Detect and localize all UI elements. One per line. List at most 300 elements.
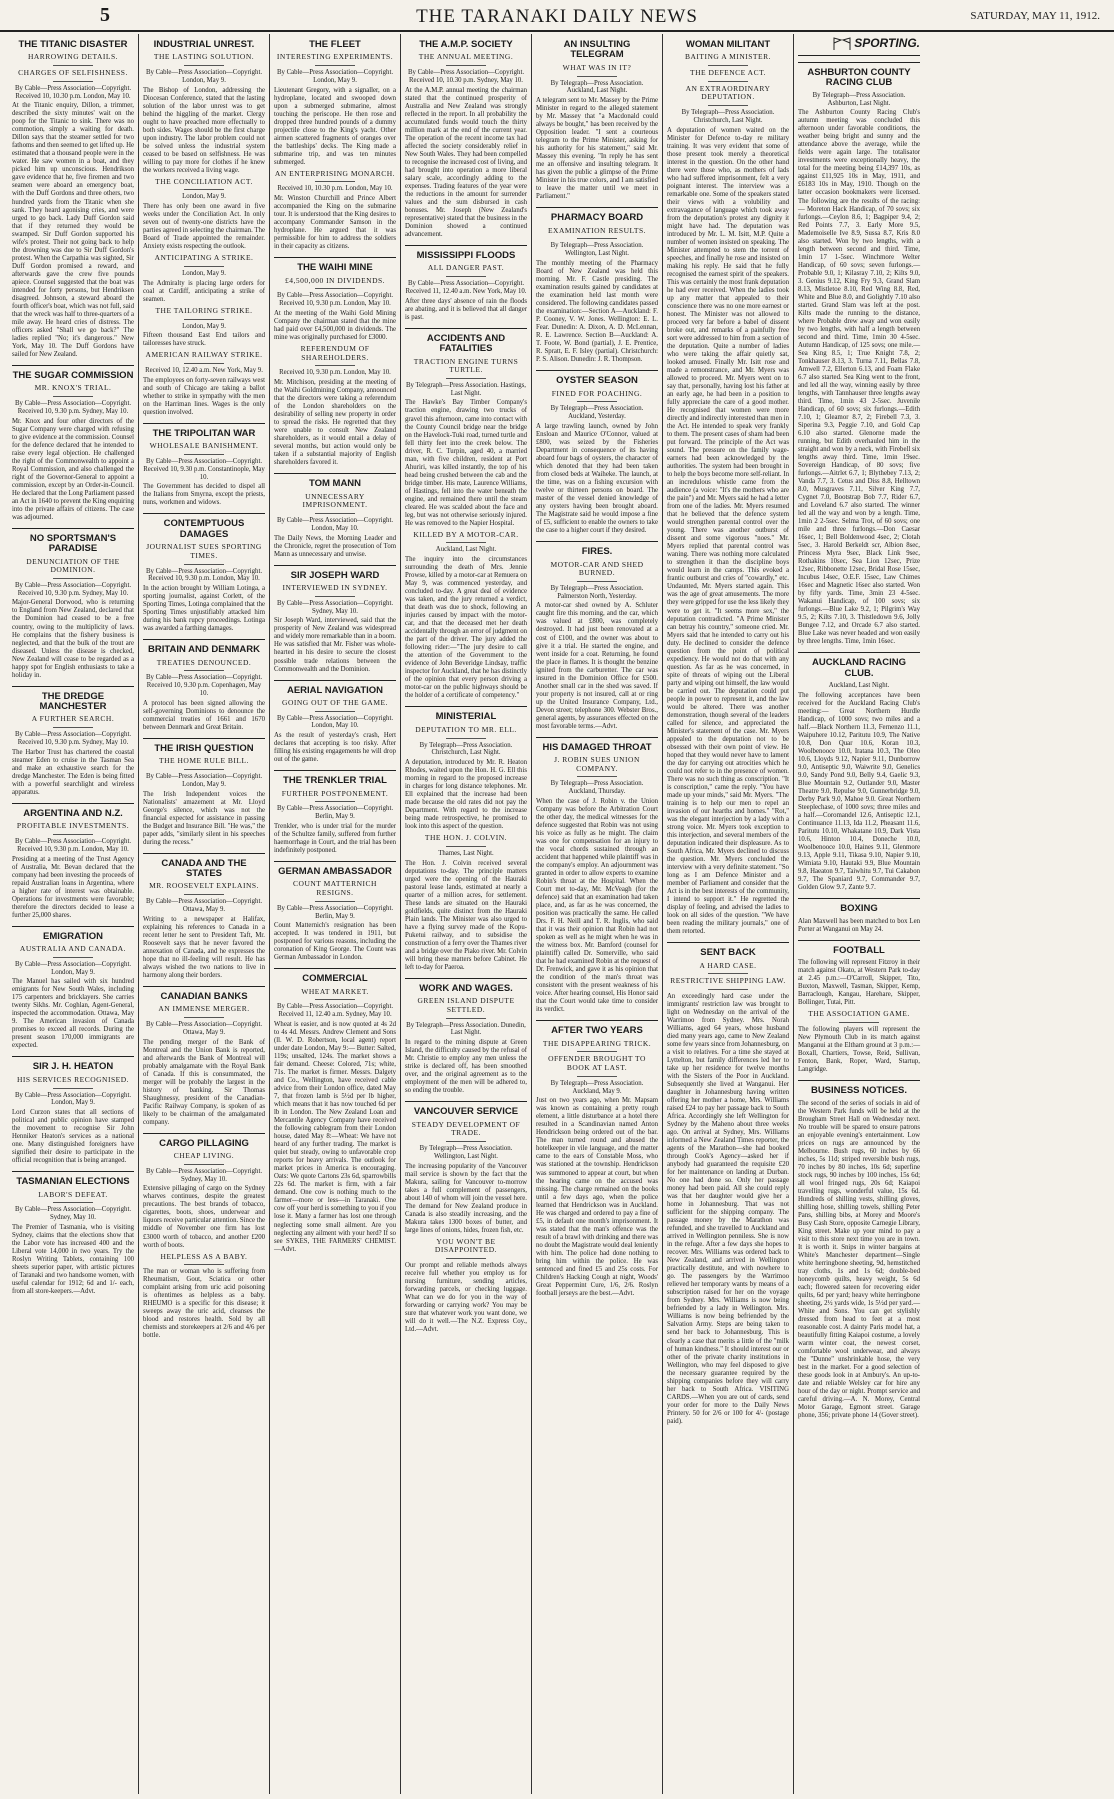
article-headline: SENT BACK	[667, 942, 789, 958]
article-headline: ARGENTINA AND N.Z.	[12, 803, 134, 819]
article	[405, 531, 527, 701]
divider	[184, 189, 224, 190]
article-subhead: DEPUTATION TO MR. ELL.	[415, 724, 517, 734]
divider	[577, 1051, 617, 1052]
article	[143, 351, 265, 417]
article-dateline: By Cable—Press Association—Copyright. Received 10, 10.30 p.m. Sydney, May 10.	[407, 69, 525, 84]
article-headline: CARGO PILLAGING	[143, 1133, 265, 1149]
newspaper-title: THE TARANAKI DAILY NEWS	[416, 6, 698, 27]
article-dateline: By Cable—Press Association—Copyright. London, May 10.	[276, 517, 394, 532]
article	[798, 1080, 920, 1420]
divider	[315, 999, 355, 1000]
article	[798, 62, 920, 647]
column-4	[401, 34, 532, 1794]
divider	[184, 564, 224, 565]
article-subhead: INTERVIEWED IN SYDNEY.	[282, 583, 388, 593]
divider	[577, 581, 617, 582]
article-subhead: ANTICIPATING A STRIKE.	[154, 253, 254, 263]
article-dateline: By Cable—Press Association—Copyright. Received 10, 9.30 p.m. Sydney, May 10.	[14, 581, 132, 597]
article-body: Extensive pillaging of cargo on the Sydney wharves continues, despite the greatest precautions. The best brands of tobacco, cigarettes, boots, shoes, underwear and liquors receive particular attention. Since the middle of November one firm has lost £3000 worth of tobacco, and another £200 worth of boots.	[143, 1185, 265, 1249]
article-body: Alan Maxwell has been matched to box Len Porter at Wanganui on May 24.	[798, 917, 920, 933]
article-body: A telegram sent to Mr. Massey by the Prime Minister in regard to the alleged statement by Mr. Massey that "a Macdonald could always be bought," has been received by the Opposition leader. "I sent a courteous telegram to the Prime Minister, asking for his authority for his statement," said Mr. Massey this evening. "In reply he has sent me an offensive and insulting telegram. It has given the public a glimpse of the Prime Minister in his true colors, and I am satisfied to leave the matter until we meet in Parliament."	[536, 97, 658, 201]
article-headline: WORK AND WAGES.	[405, 978, 527, 994]
article-body: The pending merger of the Bank of Montreal and the Union Bank is reported, and afterwards the Bank of Montreal will probably amalgamate with the Royal Bank of Canada. If this is consummated, the merger will be probably the largest in the history of banking. Sir Thomas Shaughnessy, president of the Canadian-Pacific Railway Company, is spoken of as likely to be chairman of the amalgamated company.	[143, 1038, 265, 1126]
article-headline: MISSISSIPPI FLOODS	[405, 245, 527, 261]
article-headline: HIS DAMAGED THROAT	[536, 737, 658, 753]
article-headline: THE DREDGE MANCHESTER	[12, 686, 134, 713]
article-body: The Hawke's Bay Timber Company's traction engine, drawing two trucks of gravel this afternoon, came into contact with the County Council bridge near the bridge on the Havelock-Tuki road, turned turtle and fell thirty feet into the creek below. The driver, R. C. Turpin, aged 40, a married man, with five children, resident at Port Ahuriri, was killed instantly, the top of his head being crushed between the cab and the bridge timber. His mate, Laurence Williams, of Hastings, fell into the water beneath the engine, and remained there until the steam cleared. He was scalded about the face and leg, but was not otherwise seriously injured. He was removed to the Napier Hospital.	[405, 399, 527, 527]
article	[274, 680, 396, 765]
article-subhead: WHOLESALE BANISHMENT.	[149, 441, 259, 451]
article-body: A deputation of women waited on the Minister for Defence to-day re military training. It was very evident that some of those present took merely a theoretical interest in the question. On the other hand there were those who, as mothers of lads who had suffered imprisonment, felt a very poignant interest. The interview was a remarkable one. Some of the speakers stated their views with a volubility and extravagance of language which took away from the deputation's protest any dignity it might have had. The deputation was introduced by Mr. L. M. Isitt, M.P. Quite a number of women insisted on speaking. The Minister attempted to stem the torrent of speeches, and finally he rose and insisted on making his reply. He said that he fully recognised the earnest spirit of the speakers. This was certainly the most frank deputation he had ever received. When the ladies took up any matter that appealed to their conscience there was no one more earnest or honest. The Minister was not allowed to proceed very far before a babel of dissent broke out, and remarks of a painfully free sort were addressed to him from a section of the deputation. Quite a number of ladies who were taking the affair quietly sat, looked amused. Finally Mr. Isitt rose and made a remonstrance, and Mr. Myers was allowed to proceed. Mr. Myers went on to say that, personally, having lost his father at an early age, he had been in a position to fully appreciate the care of a good mother. He recognised that women were more directly and indirectly interested than men in the Act. He intended to speak very frankly to them. The present cases of sham had been put forward. The principle of the Act was sound. The pressure on the family wage-earners had been acknowledged by the authorities. The system had been brought in to help the boys become more self-reliant. In an incredulous whistle came from the audience (a voice: "It's the mothers who are the pain") and Mr. Myers said he had a letter from one of the ladies. Mr. Myers resumed that he believed that the defence system would strengthen parental control over the young. There was another outburst of dissent and some vigorous "noes." Mr. Myers replied that parental control was waning. There was nothing more calculated to strengthen it than the discipline boys would learn in the camps. This evoked a frantic outburst and cries of "cowardly," etc. Undaunted, Mr. Myers started again. This was the age of great amusements. The more they were gripped for use the less likely they were to get it. "It seems more sex," the deputation contradicted. "A Prime Minister can betray his country," someone cried. Mr. Myers said that he intended to carry out his duty. He declined to consider the defence question from the point of political expediency. He would not do that with any question. As far as he was concerned, in spite of threats of wiping out the Liberal party and wiping out himself, the law would be carried out. The deputation could put people in power to represent it, and the law would be altered. There was another demonstration, though several of the leaders called for silence, and appreciated the Minister's statement of the case. Mr. Myers appealed to the deputation not to be obsessed with their own point of view. He hoped that they would never have to lament the day for carrying out atrocities which he could not refer to in the presence of women. There was no such thing as conscription. "It is conscription," came the reply. "You have made up your minds," said Mr. Myers. "The training is to help our men to repel an invasion of our hearths and homes." "Rot," was the elegant interjection by a lady with a strong voice. Mr. Myers took exception to this interjection, and several members of the deputation indicated their displeasure. As to South Africa, Mr. Myers declined to discuss the question. Mr. Myers concluded the interview with a very definite statement. "So long as I am Defence Minister and a member of Parliament and consider that the Act is in the best interests of the community, I intend to support it." He regretted the display of feeling, and advised the ladies to look on all sides of the question. "We have been reading the military journals," one of them retorted.	[667, 126, 789, 936]
article-headline: VANCOUVER SERVICE	[405, 1101, 527, 1117]
article-headline: SIR J. H. HEATON	[12, 1056, 134, 1072]
article-body: When the case of J. Robin v. the Union Company was before the Arbitration Court the other day, the medical witnesses for the defence suggested that Robin was not using his voice as fully as he might. The claim was one for compensation for an injury to the vocal chords sustained through an accident that happened while plaintiff was in the company's employ. An adjournment was granted in order to allow experts to examine Robin's throat at the Hospital. When the Court met to-day, Mr. McVeagh (for the defence) said that an examination had taken place, and, as far as he was concerned, the position was practically the same. He called Drs. F. H. Neill and T. R. Inglis, who said that it was their opinion that Robin had not spoken as well as he might when he was in the witness box. Mr. Bamford (counsel for plaintiff) called Dr. Somerville, who said that he had examined Robin at the request of Dr. Frenwick, and gave it as his opinion that the condition of the man's throat was consistent with the present weakness of his voice. After hearing counsel, His Honor said that the Court would take time to consider its verdict.	[536, 798, 658, 1014]
article-headline: NO SPORTSMAN'S PARADISE	[12, 528, 134, 555]
article	[143, 853, 265, 980]
article-body: At the A.M.P. annual meeting the chairman stated that the continued prosperity of Australia and New Zealand was strongly reflected in the report. In all probability the accumulated funds would touch the thirty million mark at the end of the current year. The operation of the recent income tax had affected the society considerably relief in New South Wales. They had been compelled to recognise the increased cost of living, and had brought into operation a more liberal salary scale, accordingly adding to the expenses. Trading features of the year were the reductions in the amount for surrender values and the sum disbursed in cash bonuses. Mr. Joseph (New Zealand's representative) stated that the business in the Dominion showed a continued advancement.	[405, 86, 527, 238]
article-body: The Premier of Tasmania, who is visiting Sydney, claims that the elections show that the Labor vote has increased 400 and the Liberal vote 14,000 in two years. Try the Roslyn Writing Tablets, containing 100 sheets superior paper, with artistic pictures of Taranaki and two handsome women, with useful calendar for 1912; 6d and 1/- each, from all store-keepers.—Advt.	[12, 1223, 134, 1296]
article-subhead: WHAT WAS IN IT?	[562, 62, 632, 72]
article-subhead: STEADY DEVELOPMENT OF TRADE.	[411, 1119, 521, 1138]
article-body: The Irish Independent voices the Nationalists' amazement at Mr. Lloyd George's silence, which was not the financial expected for assistance in passing the Budget and Insurance Bill. "He was," the paper adds, "similarly silent in his speeches during the recess."	[143, 790, 266, 846]
article-body: Major-General Dorwood, who is returning to England from New Zealand, declared that the Dominion had ceased to be a free country, owing to the multiplicity of laws. He complains that the fishery business is neglected, and that the bulk of the trout are diseased. Unless the disease is checked, New Zealand will cease to be regarded as a happy spot for English enthusiasts to take a holiday in.	[12, 599, 134, 679]
divider	[446, 378, 486, 379]
divider	[184, 1017, 224, 1018]
article	[274, 968, 396, 1253]
article-dateline: By Cable—Press Association—Copyright. Received 10, 9.30 p.m. Constantinople, May 10.	[143, 457, 265, 481]
divider	[315, 181, 355, 182]
article-headline: AFTER TWO YEARS	[536, 1020, 658, 1036]
article-subhead: AN ENTERPRISING MONARCH.	[274, 168, 396, 178]
article	[143, 423, 265, 508]
article	[798, 898, 920, 933]
article-headline: BRITAIN AND DENMARK	[143, 639, 265, 655]
article-subhead: DENUNCIATION OF THE DOMINION.	[26, 556, 120, 575]
article-headline: INDUSTRIAL UNREST.	[153, 39, 255, 50]
article	[405, 834, 527, 972]
article-body: A deputation, introduced by Mr. R. Heaton Rhodes, waited upon the Hon. H. G. Ell this morning in regard to the proposed increase in charges for long distance telephones. Mr. Ell explained that the increase had been made because the old rates did not pay the Department. With regard to the increase being made retrospective, he promised to look into this aspect of the question.	[405, 759, 527, 831]
article	[274, 861, 396, 962]
column-1	[8, 34, 139, 1794]
article-dateline: By Cable—Press Association—Copyright. London, May 10.	[276, 714, 394, 730]
article-body: The Government has decided to dispel all the Italians from Smyrna, except the priests, nuns, workmen and widows.	[143, 483, 265, 507]
article-headline: FIRES.	[536, 541, 658, 557]
article-dateline: Received 10, 9.30 p.m. London, May 10.	[279, 369, 391, 377]
article-body: The Bishop of London, addressing the Diocesan Conference, stated that the lasting solution of the labor unrest was to get behind the higgling of the market. Clergy ought to have preached more effectually to both sides. Wages should be the first charge upon industry. The labor problem could not be solved unless the industrial system ceased to be based on selfishness. He was willing to pay more for clothes if he knew the workers received a living wage.	[143, 86, 265, 174]
article	[12, 528, 134, 680]
article-dateline: By Telegraph—Press Association. Hastings, Last Night.	[405, 381, 527, 397]
article-dateline: Received 10, 10.30 p.m. London, May 10.	[277, 185, 393, 193]
article-subhead: J. ROBIN SUES UNION COMPANY.	[554, 755, 640, 773]
divider	[446, 1141, 486, 1142]
divider	[53, 1202, 93, 1203]
article-dateline: By Cable—Press Association—Copyright. London, May 9.	[14, 1091, 132, 1107]
article-body: The Hon. J. Colvin received several deputations to-day. The principle matters urged were the opening of the Hauraki pastoral lease lands, estimated at nearly a quarter of a million acres, for settlement. These lands are situated on the Hauraki goldfields, quite distinct from the Hauraki Plain lands. The Minister was also urged to have a flying survey made of the Kopu-Puketui railway, and to subsidise the construction of a ferry over the Thames river and a bridge over the Piako river. Mr. Colvin will bring these matters before Cabinet. He left to-day for Paeroa.	[405, 859, 527, 971]
article-subhead: JOURNALIST SUES SPORTING TIMES.	[146, 542, 262, 560]
article-subhead: REFERENDUM OF SHAREHOLDERS.	[300, 344, 370, 362]
divider	[708, 65, 748, 66]
article	[405, 706, 527, 831]
article-dateline: By Cable—Press Association—Copyright. Received 10, 9.30 p.m. Copenhagen, May 10.	[145, 674, 263, 697]
article-headline: EMIGRATION	[12, 926, 134, 942]
divider	[184, 363, 224, 364]
article-headline: GERMAN AMBASSADOR	[274, 861, 396, 877]
divider	[446, 738, 486, 739]
article	[667, 942, 789, 1426]
article-subhead: WHEAT MARKET.	[301, 986, 369, 996]
article	[12, 1056, 134, 1165]
article-subhead: THE DEFENCE ACT.	[690, 68, 766, 78]
article	[536, 370, 658, 535]
column-6	[663, 34, 794, 1794]
article-dateline: London, May 9.	[182, 270, 226, 278]
article-subhead: MR. ROOSEVELT EXPLAINS.	[149, 881, 259, 891]
article-subhead: LABOR'S DEFEAT.	[38, 1189, 108, 1199]
divider	[577, 401, 617, 402]
article-subhead: OFFENDER BROUGHT TO BOOK AT LAST.	[548, 1054, 646, 1073]
divider	[184, 266, 224, 267]
article-dateline: By Cable—Press Association—Copyright. Received 10, 9.30 p.m. Sydney, May 10.	[14, 731, 132, 746]
article-dateline: Received 10, 12.40 a.m. New York, May 9.	[145, 366, 263, 374]
article	[798, 652, 920, 892]
article-dateline: By Cable—Press Association—Copyright. Berlin, May 9.	[276, 805, 394, 821]
article	[798, 1010, 920, 1074]
article-body: The Manuel has sailed with six hundred emigrants for New South Wales, including 175 carpenters and bricklayers. She carries twenty Sikhs. Mr. Coghlan, Agent-General, inspected the accommodation. Ottawa, May 9. The American invasion of Canada promises to exceed all records. During the present season 170,000 immigrants are expected.	[12, 978, 134, 1050]
article-body: Lieutenant Gregory, with a signaller, on a hydroplane, located and swooped down upon a submerged submarine, almost touching the periscope. He then rose and dropped three hundred pounds of a dummy projectile close to the King's yacht. Other airmen scattered fragments of oranges over the battleships' decks. The King made a submarine trip, and was ten minutes submerged.	[274, 86, 396, 166]
article-body: Trenkler, who is under trial for the murder of the Schultze family, suffered from further haemorrhage in Court, and the trial has been indefinitely postponed.	[274, 822, 396, 855]
article	[274, 770, 396, 855]
article-dateline: By Telegraph—Press Association. Auckland, Thursday.	[550, 780, 644, 796]
article-subhead: THE ASSOCIATION GAME.	[808, 1009, 910, 1019]
divider	[184, 454, 224, 455]
article	[12, 365, 134, 522]
article-subhead: HELPLESS AS A BABY.	[160, 1251, 248, 1261]
article-headline: SIR JOSEPH WARD	[274, 565, 396, 581]
article-subhead: TRACTION ENGINE TURNS TURTLE.	[413, 356, 519, 375]
divider	[184, 769, 224, 770]
article-headline: THE FLEET	[309, 39, 361, 50]
article-dateline: By Cable—Press Association—Copyright. Received 10, 9.30 p.m. Sydney, May 10.	[14, 399, 132, 415]
article	[536, 40, 658, 201]
article-body: There has only been one award in five weeks under the Conciliation Act. In only seven out of twenty-one districts have the parties agreed in selecting the chairman. The Board of Trade appointed the remainder. Anxiety exists respecting the outlook.	[143, 203, 265, 251]
article-body: The man or woman who is suffering from Rheumatism, Gout, Sciatica or other complaint arising from uric acid poisoning is oftentimes as helpless as a baby. RHEUMO is a specific for this disease; it sweeps away the uric acid, cleanses the blood and restores health. Sold by all chemists and storekeepers at 2/6 and 4/6 per bottle.	[143, 1268, 265, 1340]
article-body: The employees on forty-seven railways west and south of Chicago are taking a ballot whether to strike in sympathy with the men on the Harriman lines. Wages is the only question involved.	[143, 376, 265, 416]
article-dateline: By Telegraph—Press Association. Wellington, Last Night.	[419, 1145, 513, 1160]
article	[405, 40, 527, 239]
article-dateline: By Cable—Press Association—Copyright. Sydney, May 10.	[145, 1167, 263, 1183]
article-subhead: CHARGES OF SELFISHNESS.	[18, 68, 128, 78]
article-headline: THE WAIHI MINE	[274, 257, 396, 273]
column-7	[794, 34, 924, 1794]
article-body: Just on two years ago, when Mr. Mapsam was known as containing a pretty rough element, a little disturbance at a hotel there resulted in a Scandinavian named Anton Hendrickson being ordered out of the bar. The man turned round and abused the hotelkeeper in vile language, and the matter came to the ears of Constable Moss, who was stationed at the township. Hendrickson was summoned to appear at court, but when the hearing came on the accused was missing. The charge remained on the books until a few days ago, when the police learned that Hendrickson was in Auckland. He was charged and ordered to pay a fine of £5, in default one month's imprisonment. It was stated that the man's offence was the result of a brawl with drinking and there was no doubt the Magistrate would deal leniently with him. The police had done nothing to bring him within the police. He was sentenced and fined £5 and 25s costs. For Children's Hacking Cough at night, Woods' Great Peppermint Cure, 1/6, 2/6. Roslyn football jerseys are the best.—Advt.	[536, 1097, 658, 1297]
article-headline: ACCIDENTS AND FATALITIES	[405, 328, 527, 355]
article-dateline: By Cable—Press Association—Copyright. Received 10, 9.30 p.m. London, May 10.	[145, 567, 263, 583]
article-body: A motor-car shed owned by A. Schluter caught fire this morning, and the car, which was valued at £800, was completely destroyed. It had just been renovated at a cost of £100, and the owner was about to give it a trial. He started the engine, and went inside for a coat. Returning, he found the place in flames. It is thought the benzine ignited from the carburetter. The car was insured in the Dominion Office for £500. Another small car in the shed was saved. If your property is not insured, call at or ring up the United Insurance Company, Ltd., Devon street; telephone 300. Webster Bros., general agents, by assurances effected on the most favorable terms.—Advt.	[536, 602, 658, 730]
article-body: The following acceptances have been received for the Auckland Racing Club's meeting:— Great Northern Hurdle Handicap, of 1000 sovs; two miles and a half.—Black Northern 11.3, Fernenzo 11.1, Waipuhere 10.12, Paritutu 10.9, The Native 10.8, Don Quar 10.6, Koran 10.3, Woolbenooce 10.0, Iratana 10.3, The Oleo 10.6, Lloyds 9.12, Napier 9.11, Dunborrow 9.0, Antiseptic 9.0, Waiwrite 9.0, Genelics 9.0, Sandy Pond 9.0, Belly 9.4, Gaelic 9.3, Blue Mountain 9.2, Outlander 9.0, Master Theatre 9.0, Repulse 9.0, Gunnerbridge 9.0, Derby Park 9.0, Mahoe 9.0. Great Northern Steeplechase, of 1000 sovs; three miles and a half.—Coromandel 12.6, Antiseptic 12.1, Continuance 11.13, Ida 11.2, Pheasant 11.6, Paritutu 10.10, Whakatane 10.9, Dark Vista 10.6, Hinton 10.4, Doneche 10.0, Woolbenooce 10.0, Haines 9.11, Glenmore 9.13, Apple 9.11, Tikasa 9.10, Napier 9.10, Wimiata 9.10, Hautaki 9.9, Blue Mountain 9.8, Haeaton 9.7, Taiwhitu 9.7, Tui Cakabon 9.7, The Spaniard 9.7, Commander 9.7, Golden Glow 9.7, Zante 9.7.	[798, 692, 920, 892]
article-headline: FOOTBALL	[798, 940, 920, 956]
divider	[315, 901, 355, 902]
article-dateline: By Telegraph—Press Association. Auckland, Yesterday.	[550, 405, 644, 421]
article-headline: BOXING	[798, 898, 920, 914]
divider	[577, 76, 617, 77]
divider	[446, 846, 486, 847]
article-body: Mr. Mitchison, presiding at the meeting of the Waihi Goldmining Company, announced that the directors were taking a referendum of the London shareholders on the desirability of selling new property in order to spread the risks. He regretted that they were unable to consult New Zealand shareholders, as it would entail a delay of several months, but action would only be taken if a substantial majority of English shareholders favored it.	[274, 379, 396, 467]
article-body: In regard to the mining dispute at Green Island, the difficulty caused by the refusal of Mr. Christie to employ any men unless the strike is declared off, has been smoothed over, and the original agreement as to the employment of the men will be adhered to, so ending the trouble.	[405, 1039, 527, 1095]
article-subhead: £4,500,000 IN DIVIDENDS.	[284, 275, 386, 285]
divider	[315, 513, 355, 514]
article-subhead: TREATIES DENOUNCED.	[156, 657, 252, 667]
divider	[315, 711, 355, 712]
article-dateline: By Cable—Press Association—Copyright. Sydney, May 10.	[14, 1206, 132, 1222]
divider	[708, 105, 748, 106]
article-dateline: By Cable—Press Association—Copyright. Ottawa, May 9.	[145, 898, 263, 913]
divider	[53, 81, 93, 82]
divider	[446, 276, 486, 277]
article-body: As the result of yesterday's crash, Hert declares that accepting is too risky. After filling his existing engagements he will drop out of the game.	[274, 732, 396, 764]
article-body: Mr. Winston Churchill and Prince Albert accompanied the King on the submarine tour. It is understood that the King desires to accompany Commander Samson in the hydroplane. He argued that it was permissible for him to address the soldiers in their capacity as citizens.	[274, 195, 396, 251]
article-dateline: Auckland, Last Night.	[828, 682, 890, 690]
article-headline: COMMERCIAL	[274, 968, 396, 984]
article-body: A large trawling launch, owned by John Ensloan and Maurice O'Connor, valued at £800, was seized by the Fisheries Department in consequence of its having aboard four bags of oysters, the character of which denoted that they had been taken from closed beds at Waiheke. The launch, at the time, was on a fishing excursion with twelve or thirteen persons on board. The master of the vessel denied knowledge of any oysters having been brought aboard. The Magistrate said he would impose a fine of £5, sufficient to enable the owners to take the case to a higher court if they desired.	[536, 422, 658, 535]
article-headline: THE TRIPOLITAN WAR	[143, 423, 265, 439]
article-dateline: By Telegraph—Press Association. Auckland, May 9.	[550, 1079, 644, 1095]
article-body: Wheat is easier, and is now quoted at 4s 2d to 4s 4d. Messrs. Andrew Clement and Sons (ll. W. D. Robertson, local agent) report under date London, May 9:— Butter: Salted, 119s; unsalted, 124s. The market shows a fair demand. Cheese: Colored, 71s; white, 71s. The market is firmer. Messrs. Dalgety and Co., Wellington, have received cable advice from their London office, dated May 7, that frozen lamb is 5½d per lb higher, which means that it has now touched 6d per lb in London. The New Zealand Loan and Mercantile Agency Company have received the following cablegram from their London house, dated May 8:—Wheat: We have not heard of any further trading. The market is quiet but steady, owing to unfavorable crop reports for heavy arrivals. The outlook for market prices in America is encouraging. Oats: We quote Cartons 23s 6d, sparrowbills 22s 6d. The market is firm, with a fair demand. One cow is nothing much to the farmer—more or less—in Taranaki. One cow off your herd is something to you if you lose it. Many a farmer has lost one through neglecting some small ailment. Are you neglecting any ailment with your herd? If so see SYKES, THE FARMERS' CHEMIST.—Advt.	[274, 1021, 396, 1253]
divider	[184, 65, 224, 66]
section-banner-label: SPORTING.	[854, 36, 920, 50]
article-body: Writing to a newspaper at Halifax, explaining his references to Canada in a recent letter he sent to President Taft, Mr. Roosevelt says that he never favored the annexation of Canada, and he expresses the hope that no ill-feeling will result. He has always wished the two nations to live in harmony along their borders.	[143, 915, 265, 979]
article-subhead: HIS SERVICES RECOGNISED.	[16, 1074, 130, 1084]
article-subhead: ALL DANGER PAST.	[427, 263, 505, 273]
article-headline: BUSINESS NOTICES.	[798, 1080, 920, 1096]
article-headline: ASHBURTON COUNTY RACING CLUB	[798, 62, 920, 89]
divider	[446, 65, 486, 66]
article-subhead: A HARD CASE.	[699, 960, 757, 970]
article-dateline: By Cable—Press Association—Copyright. Berlin, May 9.	[276, 904, 394, 920]
article-headline: MINISTERIAL	[405, 706, 527, 722]
article-subhead: RESTRICTIVE SHIPPING LAW.	[670, 976, 786, 986]
article	[143, 254, 265, 303]
article-dateline: By Telegraph—Press Association. Dunedin, Last Night.	[406, 1021, 526, 1037]
article-dateline: By Cable—Press Association—Copyright. London, May 9.	[14, 960, 132, 976]
divider	[53, 1088, 93, 1089]
article-subhead: AUSTRALIA AND CANADA.	[19, 944, 127, 954]
article-subhead: THE LASTING SOLUTION.	[153, 52, 255, 62]
article-subhead: AN IMMENSE MERGER.	[158, 1004, 250, 1014]
divider	[446, 542, 486, 543]
article-dateline: By Cable—Press Association—Copyright. London, May 9.	[145, 69, 263, 84]
page-number: 5	[100, 4, 110, 26]
article-subhead: UNNECESSARY IMPRISONMENT.	[302, 491, 368, 510]
article-headline: OYSTER SEASON	[536, 370, 658, 386]
article	[143, 307, 265, 348]
article	[536, 1020, 658, 1297]
article-subhead: HARROWING DETAILS.	[27, 52, 119, 62]
article-dateline: By Cable—Press Association—Copyright. Sydney, May 10.	[276, 599, 394, 615]
article-headline: THE TITANIC DISASTER	[18, 39, 128, 50]
column-2	[139, 34, 270, 1794]
article-subhead: MR. KNOX'S TRIAL.	[34, 383, 112, 393]
article-headline: PHARMACY BOARD	[536, 207, 658, 223]
article-dateline: By Telegraph—Press Association. Palmerston North, Yesterday.	[550, 584, 644, 600]
article-subhead: GREEN ISLAND DISPUTE SETTLED.	[417, 996, 515, 1014]
article-dateline: By Cable—Press Association—Copyright. London, May 9.	[145, 772, 263, 788]
article-subhead: THE HON. J. COLVIN.	[424, 833, 508, 843]
divider	[184, 319, 224, 320]
divider	[53, 578, 93, 579]
article-body: The inquiry into the circumstances surrounding the death of Mrs. Jennie Prowse, killed by a motor-car at Remuera on May 9, was commenced yesterday, and concluded to-day. A great deal of evidence was taken, and the jury returned a verdict, that death was due to shock, following an injuries caused by impact with the motor-car, and that the deceased met her death accidentally through an error of judgment on the part of the driver. The jury added the following rider:—"The jury desire to call the attention of the Government to the evidence of John Beveridge Lindsay, traffic inspector for Auckland, that he has distinctly of the opinion that every person driving a motor-car on the public highways should be the holder of a certificate of competency."	[405, 556, 527, 700]
article	[536, 737, 658, 1015]
article-body: Mr. Knox and four other directors of the Sugar Company were charged with refusing to give evidence at the commission. Counsel for the defence declared that he intended to raise every legal objection. He challenged the right of the Commonwealth to appoint a Royal Commission, and also challenged the right of the Governor-General to appoint a commission, except by an Order-in-Council. He declared that the Long Parliament passed an Act in 1640 to prevent the King enquiring into the private affairs of citizens. The case was adjourned.	[12, 417, 134, 521]
article	[536, 207, 658, 364]
article-subhead: THE HOME RULE BILL.	[159, 756, 249, 766]
article-body: At the Titanic enquiry, Dillon, a trimmer, described the sixty minutes' wait on the poop for the Titanic to sink. There was no commotion, simply a waiting for death. Dillon says that the steamer settled for two fathoms and then seemed to get lifted up. He estimated that a thousand people were in the water. He saw women in a boat, and they picked him up unconscious. Hendrikson gave evidence that he, five firemen and two seamen were aboard an emergency boat, with the Duff Gordons and three others, two hundred yards from the Titanic when she sank. They heard agonising cries, and were urged to go back. Lady Duff Gordon said that if they returned they would be swamped. Sir Duff Gordon supported his wife's protest. Their not going back to help the drowning was due to Sir Duff Gordon's protest. When the Carpathia was sighted, Sir Duff Gordon promised a reward, and afterwards gave the crew five pounds apiece. Counsel suggested that the boat was intended for forty persons, but Hendriksen disagreed. Johnson, a steward aboard the fourth officer's boat, which was not full, said that the wreck was half to three-quarters of a mile away. He heard cries of distress. The officers asked "Shall we go back?" The ladies replied "No; it's dangerous." New York, May 10. The Duff Gordons have sailed for New Zealand.	[12, 102, 134, 358]
article-body: The following players will represent the New Plymouth Club in its match against Manganui at the Eltham ground at 3 p.m.:—Boxall, Chartiers, Towse, Reid, Sullivan, Fenton, Bank, Roper, Ward, Startup, Langridge.	[798, 1026, 920, 1074]
divider	[53, 957, 93, 958]
divider	[839, 1022, 879, 1023]
article	[274, 40, 396, 167]
article	[274, 170, 396, 252]
article-headline: THE A.M.P. SOCIETY	[419, 39, 513, 50]
article-subhead: EXAMINATION RESULTS.	[547, 225, 647, 235]
article-body: The Admiralty is placing large orders for coal at Cardiff, anticipating a strike of seamen.	[143, 279, 265, 303]
article-dateline: By Telegraph—Press Association. Auckland, Last Night.	[550, 79, 644, 95]
article-subhead: AMERICAN RAILWAY STRIKE.	[145, 350, 263, 360]
article-body: Lord Curzon states that all sections of political and public opinion have stamped the movement to recognise Sir John Henniker Heaton's services as a national one. Many distinguished foreigners have signified their desire to participate in the official recognition that is being arranged.	[12, 1109, 134, 1165]
article-body: Fifteen thousand East End tailors and tailoresses have struck.	[143, 332, 265, 348]
article	[143, 1253, 265, 1341]
article-body: The monthly meeting of the Pharmacy Board of New Zealand was held this morning. Mr. F. Castle presiding. The examination results gained by candidates at the examination held last month were considered. The following candidates passed the examination:—Section A—Auckland: F. P. Cooney, V. W. Jones. Wellington: E. L. Fear. Dunedin: A. Dixon, A. D. McLennan, R. E. Lawrence. Section B—Auckland: A. T. Foote, W. Bond (partial), J. E. Prentice, R. Spratt, E. F. Isley (partial). Christchurch: P. S. Alison. Dunedin: J. R. Thompson.	[536, 260, 658, 364]
article-body: The Daily News, the Morning Leader and the Chronicle, regret the prosecution of Tom Mann as unnecessary and unwise.	[274, 534, 396, 558]
article	[536, 541, 658, 731]
article-subhead: KILLED BY A MOTOR-CAR.	[413, 529, 519, 539]
article-dateline: By Telegraph—Press Association. Christchurch, Last Night.	[419, 741, 513, 757]
article-headline: TASMANIAN ELECTIONS	[12, 1171, 134, 1187]
divider	[184, 1264, 224, 1265]
article	[12, 803, 134, 920]
article-body: Our prompt and reliable methods always receive full whether you employ us for nursing furniture, sending articles, forwarding parcels, or checking luggage. What can we do for you in the way of forwarding or carrying work? You may be sure that whatever work you want done, we will do it well.—The N.Z. Express Coy., Ltd.—Advt.	[405, 1262, 527, 1334]
divider	[315, 596, 355, 597]
divider	[577, 776, 617, 777]
article-body: An exceedingly hard case under the immigrants' restriction law was brought to light on Wednesday on the arrival of the Warrimoo from Sydney. Mrs. Norah Williams, aged 64 years, whose husband died many years ago, came to New Zealand some few years since from Johannesburg, on a visit to relatives. For a time she stayed at Lyttelton, but family differences led her to take up her residence for twelve months with the Sisters of the Poor in Auckland. Subsequently she lived at Wanganui. Her daughter in Johannesburg having written offering her mother a home, Mrs. Williams raised £24 to pay her passage back to South Africa. Accordingly she left Wellington for Sydney by the Maheno about three weeks ago. On arrival at Sydney, Mrs. Williams informed a New Zealand Times reporter, the agents of the Marathon—she had booked through Cook's Agency—asked her if anybody had guaranteed the requisite £20 for her maintenance on landing at Durban. No one had done so. Only her passage money had been paid. All she could reply was that her daughter would give her a home in Johannesburg. That was not sufficient for the shipping company. The passage money by the Marathon was refunded, and she travelled to Auckland and arrived in Wellington penniless. She is now in the refuge. After a few days she hopes to recover. Mrs. Williams was ordered back to New Zealand, and arrived in Wellington practically destitute, and with nowhere to go. The passengers by the Warrimoo relieved her temporary wants by means of a subscription raised for her on the voyage from Sydney. Mrs. Williams is now being befriended by a lady in Wellington. Mrs. Williams is now being befriended by the Salvation Army. Steps are being taken to send her back to Johannesburg. This is clearly a case that merits a little of the "milk of human kindness." It should interest our or other of the private charity institutions in Wellington, who may feel disposed to give the necessary guarantee required by the shipping companies before they will carry her back to South Africa. VISITING CARDS.—When you are out of cards, send your order for more to the Daily News Printery. 50 for 2/6 or 100 for 4/- (postage paid).	[667, 992, 789, 1425]
article-subhead: THE ANNUAL MEETING.	[418, 52, 514, 62]
divider	[315, 288, 355, 289]
divider	[446, 1018, 486, 1019]
column-5	[532, 34, 663, 1794]
article-subhead: PROFITABLE INVESTMENTS.	[16, 821, 130, 831]
article-headline: AUCKLAND RACING CLUB.	[798, 652, 920, 679]
article-body: Count Matternich's resignation has been accepted. It was tendered in 1911, but postponed for various reasons, including the coronation of King George. The Count was German Ambassador in London.	[274, 922, 396, 962]
article-dateline: By Cable—Press Association—Copyright. Received 10, 9.30 p.m. London, May 10.	[14, 837, 132, 853]
article	[405, 1238, 527, 1334]
article-dateline: By Cable—Press Association—Copyright. Received 11, 12.40 a.m. New York, May 10.	[405, 280, 527, 295]
article-headline: WOMAN MILITANT	[685, 39, 771, 50]
article-dateline: By Cable—Press Association—Copyright. Received 11, 12.40 a.m. Sydney, May 10.	[276, 1003, 394, 1019]
article-subhead: A FURTHER SEARCH.	[31, 714, 115, 724]
article	[274, 565, 396, 674]
article	[143, 986, 265, 1127]
divider	[577, 1076, 617, 1077]
divider	[708, 81, 748, 82]
article	[143, 178, 265, 252]
issue-date: SATURDAY, MAY 11, 1912.	[970, 10, 1100, 22]
article-body: After three days' absence of rain the floods are abating, and it is believed that all danger is past.	[405, 297, 527, 321]
article-subhead: INTERESTING EXPERIMENTS.	[276, 52, 394, 62]
divider	[53, 396, 93, 397]
page-columns	[8, 34, 1108, 1794]
article-subhead: CHEAP LIVING.	[173, 1151, 235, 1161]
article-headline: CANADA AND THE STATES	[143, 853, 265, 880]
article-subhead: MOTOR-CAR AND SHED BURNED.	[550, 559, 644, 578]
article	[143, 40, 265, 175]
column-3	[270, 34, 401, 1794]
article-body: A protocol has been signed allowing the self-governing Dominions to denounce the commercial treaties of 1661 and 1670 between Denmark and Great Britain.	[143, 699, 265, 731]
article-dateline: By Cable—Press Association—Copyright. London, May 9.	[276, 69, 394, 84]
article-dateline: By Telegraph—Press Association. Wellington, Last Night.	[550, 242, 644, 258]
flags-icon	[833, 37, 851, 51]
article	[274, 257, 396, 342]
article	[12, 1171, 134, 1296]
article-subhead: FINED FOR POACHING.	[551, 388, 643, 398]
article-subhead: GOING OUT OF THE GAME.	[282, 697, 388, 707]
article-subhead: FURTHER POSTPONEMENT.	[281, 788, 389, 798]
divider	[184, 1164, 224, 1165]
article	[12, 40, 134, 359]
masthead	[0, 0, 1114, 32]
article	[143, 639, 265, 732]
article-body: The second of the series of socials in aid of the Western Park funds will be held at the Brougham Street Hall on Wednesday next. No trouble will be spared to ensure patrons an enjoyable evening's entertainment. Low prices on rugs are announced by the Melbourne. Bush rugs, 60 inches by 66 inches, 5s 11d; striped reversible bush rugs, 70 inches by 80 inches, 10s 6d; superfine stock rugs, 90 inches by 100 inches, 15s 6d; all wool fringed rugs, 20s 6d; Kaiapoi travelling rugs, wonderful value, 15s 6d. Hundreds of shilling vests, shilling gloves, shilling hose, shilling towels, shilling Peter Pans, shilling bibs, at Morey and Moore's Busy Cash Store, opposite Carnegie Library, King street. Make up your mind to pay a visit to this store next time you are in town. It is worth it. Snips in winter bargains at White's Manchester department—Single white herringbone sheeting, 9d, hemstitched tray cloths, 1s and 1s 6d; double-bed honeycomb quilts, heavy weight, 5s 6d each; flowered sateen for recovering eider quilts, 6d per yard; heavy white herringbone sheeting, 2½ yards wide, 1s 5½d per yard.—White and Sons. You can get stylishly dressed from head to feet at a most reasonable cost. A dainty Paris model hat, a beautifully fitting Kaiapoi costume, a lovely warm winter coat, the newest corset, comfortable wool underwear, and always the "Dunne" unshrinkable hose, the very best in the market. For a good selection of these goods look in at Ambury's. An up-to-date and reliable Welsley car for hire any hour of the day or night. Prompt service and careful driving.—A. N. Morey, Central Motor Garage, Egmont street. Garage phone, 356; private phone 14 (Gover street).	[798, 1099, 920, 1420]
article-dateline: By Cable—Press Association—Copyright. Received 10, 9.30 p.m. London, May 10.	[276, 292, 394, 308]
article-body: Presiding at a meeting of the Trust Agency of Australia, Mr. Bevan declared that the company had been investing the proceeds of repaid Australian loans in Argentina, where a higher rate of interest was obtainable. Operations for investments were favorable; therefore the directors decided to lease a further 25,000 shares.	[12, 855, 134, 919]
article-headline: CONTEMPTUOUS DAMAGES	[143, 513, 265, 540]
article-body: The following will represent Fitzroy in their match against Okato, at Western Park to-day at 2.45 p.m.:—O'Carroll, Skipper, Tito, Buxton, Maxwell, Tasman, Skipper, Kemp, Barraclough, Kangau, Harehare, Skipper, Bollinger, Tutai, Pitt.	[798, 959, 920, 1007]
article-subhead: COUNT MATTERNICH RESIGNS.	[293, 879, 377, 898]
article-body: The increasing popularity of the Vancouver mail service is shown by the fact that the Makura, sailing for Vancouver to-morrow takes a full complement of passengers, about 140 of whom will join the vessel here. The demand for New Zealand produce in Canada is also steadily increasing, and the Makura takes 1300 boxes of butter, and large lines of onions, hides, frozen fish, etc.	[405, 1162, 527, 1234]
divider	[184, 894, 224, 895]
article	[274, 473, 396, 558]
article-body: Sir Joseph Ward, interviewed, said that the prosperity of New Zealand was widespread and widely more remarkable than in a boom. He was satisfied that Mr. Fisher was whole-hearted in his desire to secure the closest possible trade relations between the Commonwealth and the Dominion.	[274, 617, 396, 673]
article-subhead: YOU WON'T BE DISAPPOINTED.	[434, 1236, 498, 1255]
divider	[708, 989, 748, 990]
article	[405, 1101, 527, 1234]
article-headline: AERIAL NAVIGATION	[274, 680, 396, 696]
article-dateline: By Telegraph—Press Association. Christchurch, Last Night.	[681, 108, 775, 124]
article-body: In the action brought by William Lotinga, a sporting journalist, against Corlett, of the Sporting Times, Lotinga complained that the Sporting Times unjustifiably attacked him during his bank rupcy proceedings. Lotinga was awarded a farthing damages.	[143, 585, 265, 633]
divider	[315, 65, 355, 66]
article-dateline: London, May 9.	[182, 193, 226, 201]
article	[143, 738, 265, 847]
divider	[53, 727, 93, 728]
divider	[315, 801, 355, 802]
article-body: The Harbor Trust has chartered the coastal steamer Eden to cruise in the Tasman Sea and make an exhaustive search for the dredge Manchester. The Eden is being fitted with a powerful searchlight and wireless apparatus.	[12, 748, 134, 796]
article	[405, 245, 527, 322]
divider	[53, 65, 93, 66]
divider	[53, 834, 93, 835]
divider	[184, 670, 224, 671]
article-dateline: By Cable—Press Association—Copyright. Ottawa, May 9.	[145, 1020, 263, 1036]
article-subhead: BAITING A MINISTER.	[685, 52, 771, 62]
article-subhead: THE DISAPPEARING TRICK.	[542, 1038, 652, 1048]
article-headline: TOM MANN	[274, 473, 396, 489]
article-dateline: By Cable—Press Association—Copyright. Received 10, 10.30 p.m. London, May 10.	[14, 84, 132, 100]
article	[143, 513, 265, 633]
article	[405, 328, 527, 528]
article-dateline: Auckland, Last Night.	[435, 546, 497, 554]
article	[143, 1133, 265, 1250]
article-headline: CANADIAN BANKS	[143, 986, 265, 1002]
article-subhead: THE TAILORING STRIKE.	[155, 305, 253, 315]
article-headline: THE SUGAR COMMISSION	[12, 365, 134, 381]
